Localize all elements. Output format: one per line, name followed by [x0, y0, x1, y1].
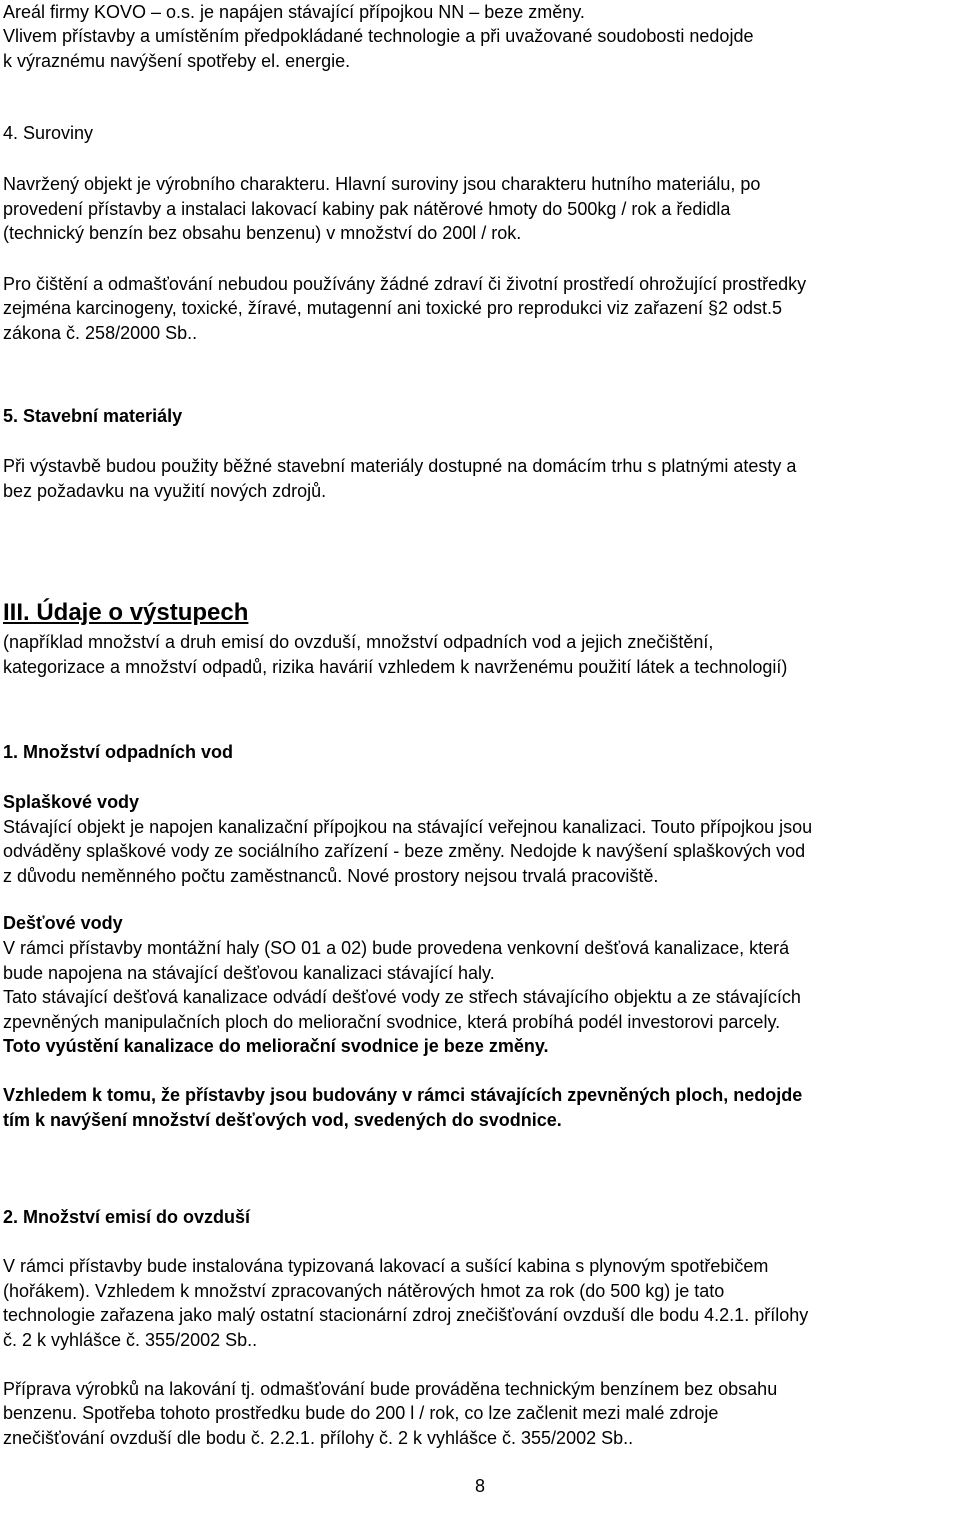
text-line: zejména karcinogeny, toxické, žíravé, mutagenní ani toxické pro reprodukci viz zařazení §2 odst.5 — [3, 298, 783, 318]
text-line: Navržený objekt je výrobního charakteru. Hlavní suroviny jsou charakteru hutního materiálu, po — [3, 174, 761, 194]
section-heading: 2. Množství emisí do ovzduší — [3, 1207, 251, 1227]
section-heading: 5. Stavební materiály — [3, 406, 183, 426]
text-line-bold: tím k navýšení množství dešťových vod, svedených do svodnice. — [3, 1110, 562, 1130]
text-line: z důvodu neměnného počtu zaměstnanců. Nové prostory nejsou trvalá pracoviště. — [3, 866, 659, 886]
text-line: (například množství a druh emisí do ovzduší, množství odpadních vod a jejich znečištění, — [3, 632, 714, 652]
text-line: zákona č. 258/2000 Sb.. — [3, 323, 198, 343]
text-line: k výraznému navýšení spotřeby el. energie. — [3, 51, 351, 71]
subsection-heading: Splaškové vody — [3, 792, 140, 812]
section-heading: 1. Množství odpadních vod — [3, 742, 234, 762]
text-line: (hořákem). Vzhledem k množství zpracovaných nátěrových hmot za rok (do 500 kg) je tato — [3, 1281, 725, 1301]
document-page — [3, 0, 960, 1520]
text-line: Tato stávající dešťová kanalizace odvádí dešťové vody ze střech stávajícího objektu a ze stávajících — [3, 987, 801, 1007]
text-line: Stávající objekt je napojen kanalizační přípojkou na stávající veřejnou kanalizaci. Touto přípojkou jsou — [3, 817, 813, 837]
text-line: č. 2 k vyhlášce č. 355/2002 Sb.. — [3, 1330, 258, 1350]
text-line: V rámci přístavby montážní haly (SO 01 a 02) bude provedena venkovní dešťová kanalizace, která — [3, 938, 790, 958]
text-line: zpevněných manipulačních ploch do meliorační svodnice, která probíhá podél investorovi parcely. — [3, 1012, 781, 1032]
text-line: bude napojena na stávající dešťovou kanalizaci stávající haly. — [3, 963, 495, 983]
text-line: Příprava výrobků na lakování tj. odmašťování bude prováděna technickým benzínem bez obsahu — [3, 1379, 778, 1399]
text-line: kategorizace a množství odpadů, rizika havárií vzhledem k navrženému použití látek a technologií) — [3, 657, 788, 677]
section-heading: 4. Suroviny — [3, 123, 94, 143]
text-line: Při výstavbě budou použity běžné stavební materiály dostupné na domácím trhu s platnými atesty a — [3, 456, 797, 476]
text-line: znečišťování ovzduší dle bodu č. 2.2.1. přílohy č. 2 k vyhlášce č. 355/2002 Sb.. — [3, 1428, 634, 1448]
text-line: technologie zařazena jako malý ostatní stacionární zdroj znečišťování ovzduší dle bodu 4.2.1. přílohy — [3, 1305, 809, 1325]
text-line: Vlivem přístavby a umístěním předpokládané technologie a při uvažované soudobosti nedojde — [3, 26, 754, 46]
text-line: odváděny splaškové vody ze sociálního zařízení - beze změny. Nedojde k navýšení splaškových vod — [3, 841, 806, 861]
page-number: 8 — [474, 1476, 485, 1496]
text-line: Areál firmy KOVO – o.s. je napájen stávající přípojkou NN – beze změny. — [3, 2, 585, 22]
text-line: provedení přístavby a instalaci lakovací kabiny pak nátěrové hmoty do 500kg / rok a ředidla — [3, 199, 731, 219]
text-line: benzenu. Spotřeba tohoto prostředku bude do 200 l / rok, co lze začlenit mezi malé zdroje — [3, 1403, 719, 1423]
text-line-bold: Vzhledem k tomu, že přístavby jsou budovány v rámci stávajících zpevněných ploch, nedojde — [3, 1085, 803, 1105]
subsection-heading: Dešťové vody — [3, 913, 123, 933]
text-line: bez požadavku na využití nových zdrojů. — [3, 481, 327, 501]
chapter-heading: III. Údaje o výstupech — [3, 599, 249, 626]
text-line: V rámci přístavby bude instalována typizovaná lakovací a sušící kabina s plynovým spotřebičem — [3, 1256, 769, 1276]
text-line: (technický benzín bez obsahu benzenu) v množství do 200l / rok. — [3, 223, 522, 243]
text-line-bold: Toto vyústění kanalizace do meliorační svodnice je beze změny. — [3, 1036, 549, 1056]
text-line: Pro čištění a odmašťování nebudou používány žádné zdraví či životní prostředí ohrožující prostředky — [3, 274, 807, 294]
